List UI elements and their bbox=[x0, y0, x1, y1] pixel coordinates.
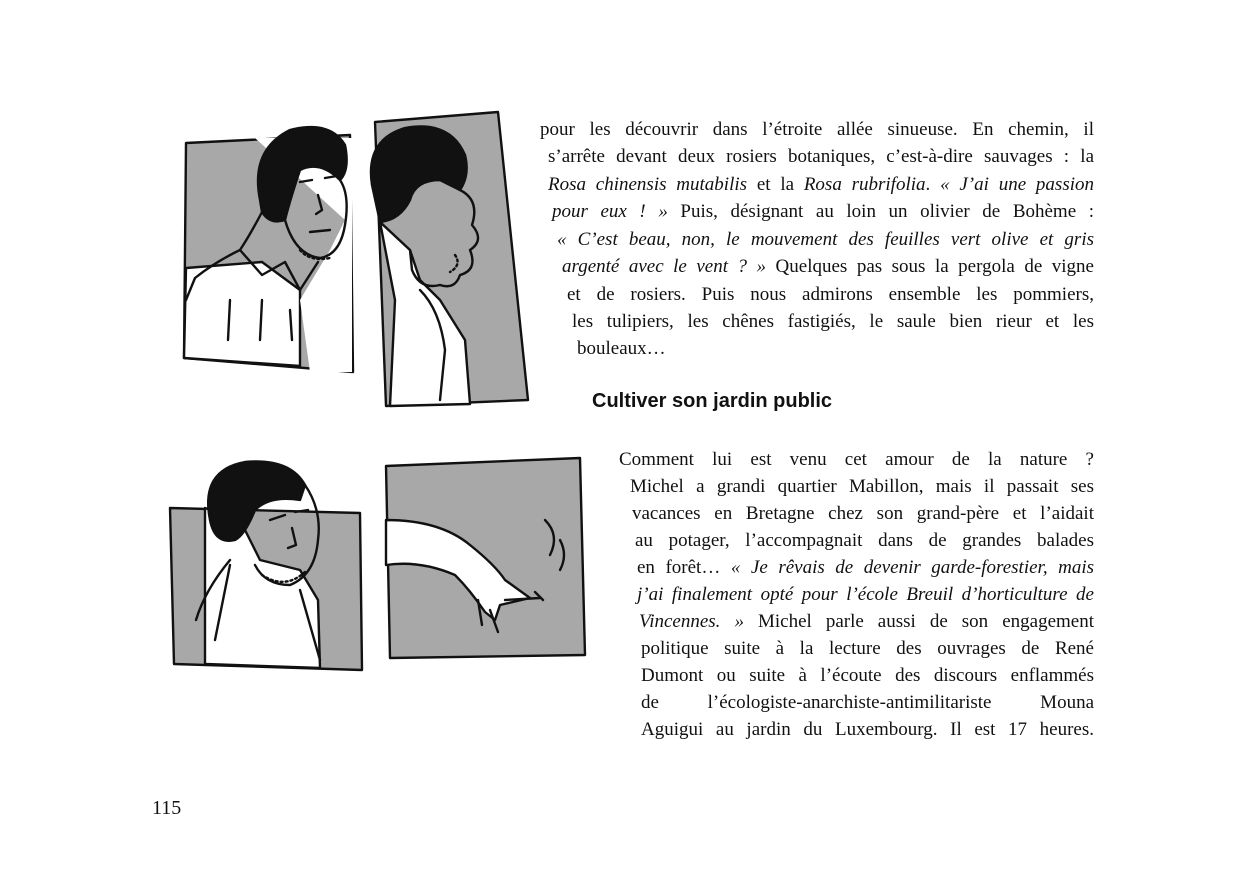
panel-top-right-profile bbox=[371, 112, 528, 406]
text-segment: politique suite à la lecture des ouvrages de René bbox=[641, 638, 1094, 659]
text-line bbox=[632, 500, 1094, 527]
text-segment: de l’écologiste-anarchiste-antimilitariste Mouna bbox=[641, 692, 1094, 713]
page-number: 115 bbox=[152, 797, 182, 819]
text-segment: et de rosiers. Puis nous admirons ensemble les pommiers, bbox=[567, 284, 1094, 305]
text-line bbox=[540, 116, 1094, 143]
italic-quote: « J’ai une passion bbox=[940, 174, 1094, 195]
text-line bbox=[577, 335, 666, 362]
text-line bbox=[619, 446, 1094, 473]
italic-quote: argenté avec le vent ? » bbox=[562, 256, 767, 277]
text-segment: Comment lui est venu cet amour de la nature ? bbox=[619, 449, 1094, 470]
italic-quote: Rosa rubrifolia bbox=[803, 174, 926, 195]
text-line bbox=[567, 281, 1094, 308]
text-segment: s’arrête devant deux rosiers botaniques, c’est-à-dire sauvages : la bbox=[548, 146, 1094, 167]
italic-quote: j’ai finalement opté pour l’école Breuil d’horticulture de bbox=[637, 584, 1094, 605]
text-segment: vacances en Bretagne chez son grand-père et l’aidait bbox=[632, 503, 1094, 524]
text-line bbox=[630, 473, 1094, 500]
text-line bbox=[572, 308, 1094, 335]
text-line bbox=[562, 253, 1094, 280]
panel-top-left-portrait bbox=[184, 127, 353, 372]
text-line bbox=[641, 662, 1094, 689]
section-heading: Cultiver son jardin public bbox=[592, 390, 833, 412]
text-line bbox=[639, 608, 1094, 635]
italic-quote: « Je rêvais de devenir garde-forestier, mais bbox=[730, 557, 1094, 578]
italic-quote: pour eux ! » bbox=[552, 201, 668, 222]
text-line bbox=[641, 716, 1094, 743]
text-segment: Aguigui au jardin du Luxembourg. Il est 17 heures. bbox=[641, 719, 1094, 740]
text-line bbox=[641, 689, 1094, 716]
italic-quote: Vincennes. » bbox=[639, 611, 744, 632]
italic-quote: « C’est beau, non, le mouvement des feuilles vert olive et gris bbox=[557, 229, 1094, 250]
text-line bbox=[637, 554, 1094, 581]
text-line bbox=[548, 171, 1094, 198]
panel-bottom-left-portrait bbox=[170, 461, 362, 670]
text-line bbox=[641, 635, 1094, 662]
text-line bbox=[637, 581, 1094, 608]
text-segment: et la bbox=[747, 174, 804, 195]
text-segment: Dumont ou suite à l’écoute des discours enflammés bbox=[641, 665, 1094, 686]
text-line bbox=[552, 198, 1094, 225]
text-segment: Michel parle aussi de son engagement bbox=[743, 611, 1094, 632]
text-line bbox=[557, 226, 1094, 253]
panel-bottom-right-hand bbox=[386, 458, 585, 658]
text-segment: en forêt… bbox=[637, 557, 731, 578]
text-segment: Puis, désignant au loin un olivier de Bohème : bbox=[667, 201, 1094, 222]
text-segment: Michel a grandi quartier Mabillon, mais il passait ses bbox=[630, 476, 1094, 497]
text-segment: les tulipiers, les chênes fastigiés, le saule bien rieur et les bbox=[572, 311, 1094, 332]
text-segment: . bbox=[925, 174, 941, 195]
text-line bbox=[548, 143, 1094, 170]
text-segment: au potager, l’accompagnait dans de grandes balades bbox=[635, 530, 1094, 551]
text-segment: Quelques pas sous la pergola de vigne bbox=[766, 256, 1094, 277]
text-segment: pour les découvrir dans l’étroite allée sinueuse. En chemin, il bbox=[540, 119, 1094, 140]
italic-quote: Rosa chinensis mutabilis bbox=[548, 174, 748, 195]
text-line bbox=[635, 527, 1094, 554]
text-segment: bouleaux… bbox=[577, 338, 666, 359]
